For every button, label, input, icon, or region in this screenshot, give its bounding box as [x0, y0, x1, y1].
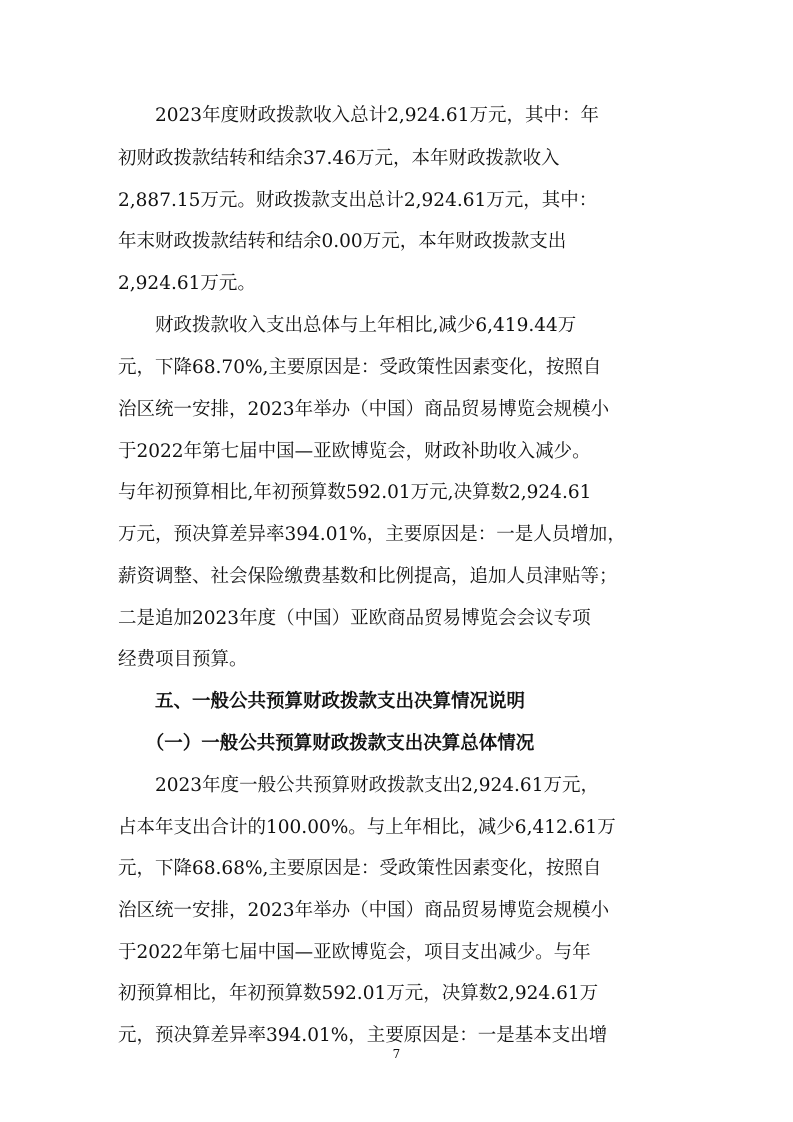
text-line: 2,887.15万元。财政拨款支出总计2,924.61万元，其中：	[118, 190, 598, 211]
text-line: 经费项目预算。	[118, 649, 248, 670]
text-line: 2023年度一般公共预算财政拨款支出2,924.61万元，	[118, 775, 599, 796]
subsection-heading: （一）一般公共预算财政拨款支出决算总体情况	[118, 733, 535, 754]
text-line: 治区统一安排，2023年举办（中国）商品贸易博览会规模小	[118, 900, 610, 921]
text-line: 年末财政拨款结转和结余0.00万元，本年财政拨款支出	[118, 231, 567, 252]
text-line: 治区统一安排，2023年举办（中国）商品贸易博览会规模小	[118, 399, 610, 420]
text-line: 万元，预决算差异率394.01%，主要原因是：一是人员增加，	[118, 524, 626, 545]
page-number: 7	[392, 1047, 401, 1061]
text-line: 于2022年第七届中国—亚欧博览会，项目支出减少。与年	[118, 942, 591, 963]
text-line: 财政拨款收入支出总体与上年相比,减少6,419.44万	[118, 315, 577, 336]
text-line: 元，下降68.70%,主要原因是：受政策性因素变化，按照自	[118, 357, 602, 378]
text-line: 初财政拨款结转和结余37.46万元，本年财政拨款收入	[118, 148, 560, 169]
section-heading: 五、一般公共预算财政拨款支出决算情况说明	[118, 691, 526, 712]
text-line: 初预算相比，年初预算数592.01万元，决算数2,924.61万	[118, 983, 599, 1004]
text-line: 于2022年第七届中国—亚欧博览会，财政补助收入减少。	[118, 441, 591, 462]
text-line: 元，下降68.68%,主要原因是：受政策性因素变化，按照自	[118, 858, 602, 879]
text-line: 占本年支出合计的100.00%。与上年相比，减少6,412.61万	[118, 817, 616, 838]
text-line: 2,924.61万元。	[118, 273, 256, 294]
text-line: 与年初预算相比,年初预算数592.01万元,决算数2,924.61	[118, 482, 592, 503]
text-line: 薪资调整、社会保险缴费基数和比例提高，追加人员津贴等；	[118, 566, 618, 587]
text-line: 二是追加2023年度（中国）亚欧商品贸易博览会会议专项	[118, 608, 591, 629]
text-line: 元，预决算差异率394.01%，主要原因是：一是基本支出增	[118, 1025, 608, 1046]
text-line: 2023年度财政拨款收入总计2,924.61万元，其中：年	[118, 105, 599, 126]
